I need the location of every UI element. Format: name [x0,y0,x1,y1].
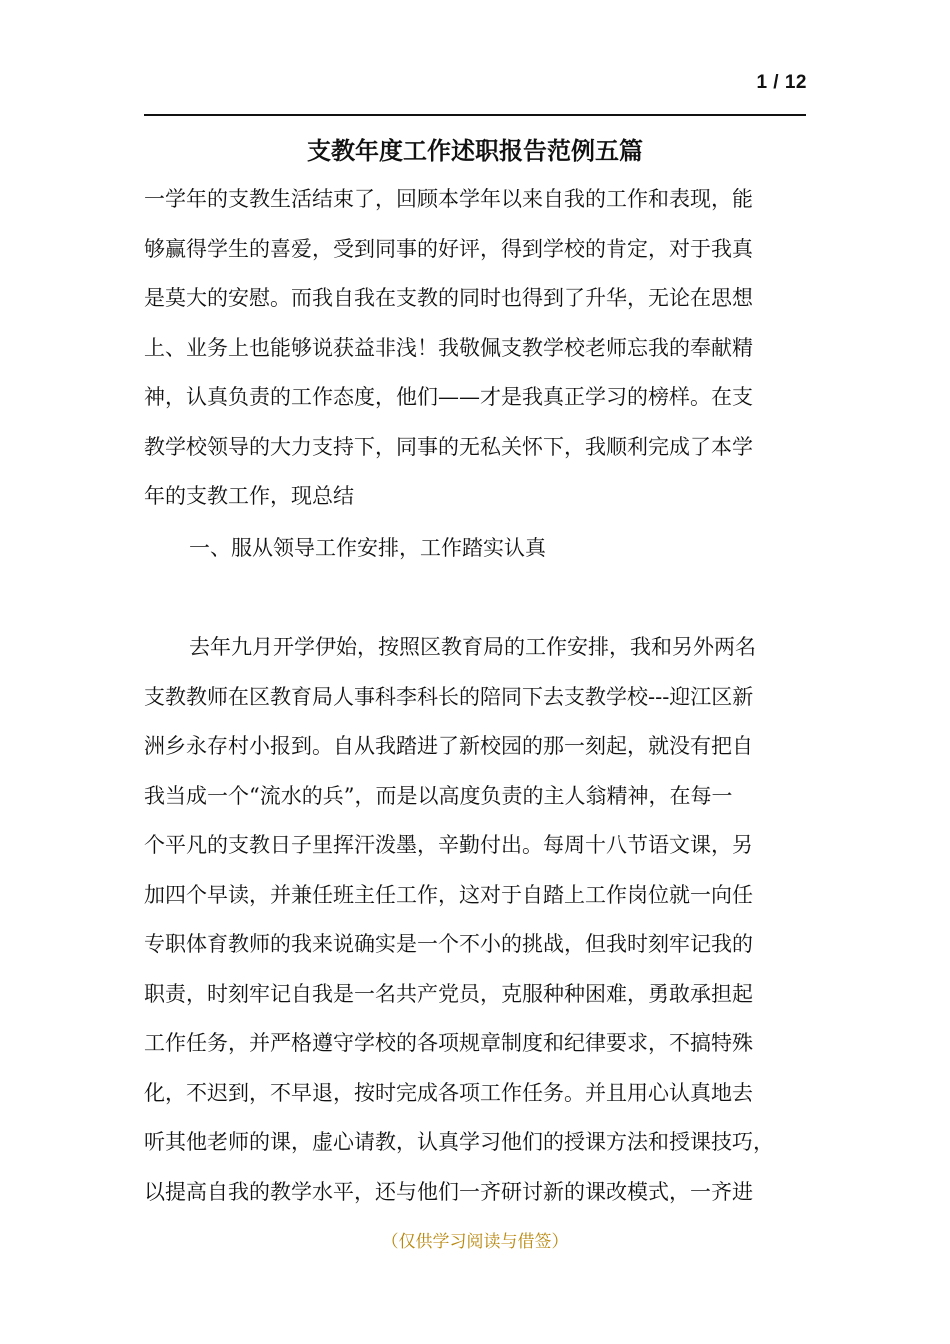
paragraph-line: 年的支教工作，现总结 [144,484,354,508]
paragraph-section-one [144,623,812,1217]
paragraph-line: 专职体育教师的我来说确实是一个不小的挑战，但我时刻牢记我的 [144,932,753,956]
document-title: 支教年度工作述职报告范例五篇 [307,136,643,165]
paragraph-intro [144,175,812,522]
paragraph-line: 上、业务上也能够说获益非浅！我敬佩支教学校老师忘我的奉献精 [144,335,753,360]
paragraph-line: 支教教师在区教育局人事科李科长的陪同下去支教学校---迎江区新 [144,684,754,709]
paragraph-line: 化，不迟到，不早退，按时完成各项工作任务。并且用心认真地去 [144,1080,753,1105]
paragraph-line: 我当成一个“流水的兵”，而是以高度负责的主人翁精神，在每一 [144,783,733,808]
paragraph-line: 一学年的支教生活结束了，回顾本学年以来自我的工作和表现，能 [144,187,753,211]
paragraph-line: 加四个早读，并兼任班主任工作，这对于自踏上工作岗位就一向任 [144,882,753,907]
paragraph-line: 个平凡的支教日子里挥汗泼墨，辛勤付出。每周十八节语文课，另 [144,833,753,857]
paragraph-line: 工作任务，并严格遵守学校的各项规章制度和纪律要求，不搞特殊 [144,1031,753,1055]
paragraph-line: 去年九月开学伊始，按照区教育局的工作安排，我和另外两名 [189,635,756,659]
header-divider [144,114,806,116]
paragraph-line: 是莫大的安慰。而我自我在支教的同时也得到了升华，无论在思想 [144,286,753,310]
paragraph-line: 神，认真负责的工作态度，他们——才是我真正学习的榜样。在支 [144,385,753,409]
page-number: 1 / 12 [756,72,807,93]
paragraph-line: 够赢得学生的喜爱，受到同事的好评，得到学校的肯定，对于我真 [144,236,753,261]
section-heading: 一、服从领导工作安排，工作踏实认真 [189,536,546,560]
paragraph-line: 教学校领导的大力支持下，同事的无私关怀下，我顺利完成了本学 [144,434,753,459]
paragraph-line: 洲乡永存村小报到。自从我踏进了新校园的那一刻起，就没有把自 [144,734,753,758]
paragraph-line: 以提高自我的教学水平，还与他们一齐研讨新的课改模式，一齐进 [144,1179,753,1204]
footer-disclaimer: （仅供学习阅读与借签） [381,1232,569,1252]
paragraph-line: 职责，时刻牢记自我是一名共产党员，克服种种困难，勇敢承担起 [144,981,753,1006]
section-heading-block [144,524,812,574]
paragraph-line: 听其他老师的课，虚心请教，认真学习他们的授课方法和授课技巧， [144,1130,774,1154]
